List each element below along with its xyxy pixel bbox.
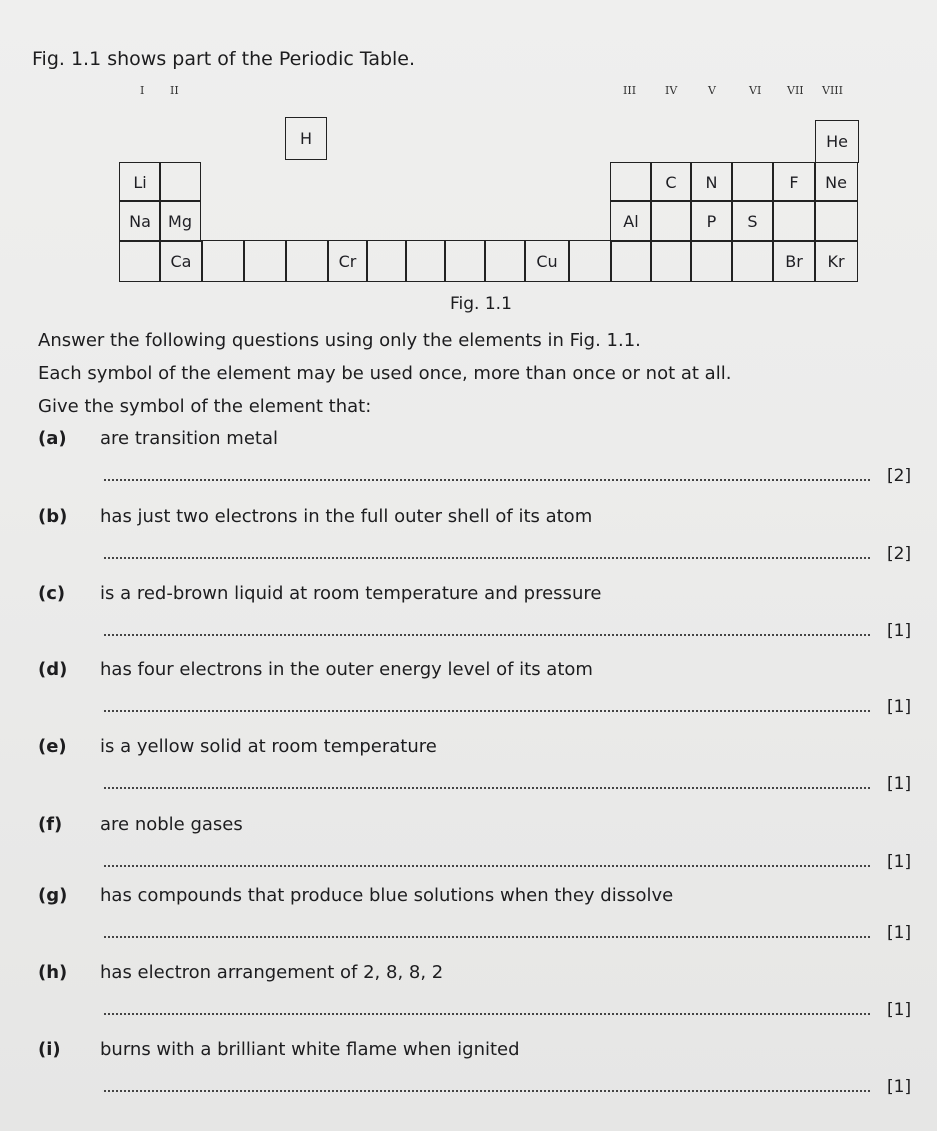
element-symbol: He [826, 132, 848, 151]
element-symbol: Li [133, 172, 147, 192]
element-cell-empty [243, 240, 287, 282]
question-text: are transition metal [100, 428, 279, 449]
intro-text: Fig. 1.1 shows part of the Periodic Table. [32, 48, 416, 70]
question-h [38, 962, 918, 1040]
marks-label: [1] [887, 621, 912, 641]
question-a [38, 428, 918, 506]
question-label: (e) [38, 736, 67, 757]
element-cell-empty [159, 162, 201, 202]
question-label: (i) [38, 1039, 61, 1060]
element-cell-empty [366, 240, 407, 282]
element-cell-empty [568, 240, 612, 282]
group-label-7: VII [787, 84, 804, 97]
element-symbol: Br [785, 251, 803, 271]
element-cell-f [772, 162, 816, 202]
element-cell-br [772, 240, 816, 282]
group-label-2: II [170, 84, 179, 97]
marks-label: [2] [887, 466, 912, 486]
answer-line[interactable] [104, 1013, 870, 1015]
element-symbol: Cr [338, 251, 357, 271]
question-label: (g) [38, 885, 68, 906]
element-cell-empty [650, 200, 692, 242]
question-label: (f) [38, 814, 63, 835]
question-label: (h) [38, 962, 68, 983]
element-cell-empty [610, 162, 652, 202]
element-cell-empty [610, 240, 652, 282]
periodic-table [0, 0, 937, 300]
question-label: (a) [38, 428, 67, 449]
element-cell-empty [772, 200, 816, 242]
element-cell-he [815, 120, 859, 163]
element-cell-empty [690, 240, 733, 282]
question-g [38, 885, 918, 963]
element-symbol: Ca [170, 251, 192, 271]
marks-label: [1] [887, 697, 912, 717]
element-symbol: Na [129, 211, 151, 231]
element-symbol: F [789, 172, 799, 192]
element-cell-c [650, 162, 692, 202]
marks-label: [1] [887, 1000, 912, 1020]
question-text: is a yellow solid at room temperature [100, 736, 437, 757]
question-text: burns with a brilliant white flame when ignited [100, 1039, 520, 1060]
question-c [38, 583, 918, 661]
instruction-1: Answer the following questions using only the elements in Fig. 1.1. [38, 330, 641, 351]
element-cell-empty [731, 240, 774, 282]
element-symbol: H [299, 129, 313, 148]
question-b [38, 506, 918, 584]
question-d [38, 659, 918, 737]
question-text: has compounds that produce blue solutions when they dissolve [100, 885, 674, 906]
element-symbol: Mg [168, 211, 192, 231]
question-text: has just two electrons in the full outer shell of its atom [100, 506, 593, 527]
answer-line[interactable] [104, 557, 870, 559]
element-cell-empty [201, 240, 245, 282]
element-cell-empty [119, 240, 161, 282]
element-cell-empty [285, 240, 329, 282]
element-cell-empty [650, 240, 692, 282]
element-cell-empty [731, 162, 774, 202]
question-e [38, 736, 918, 814]
element-cell-s [731, 200, 774, 242]
question-i [38, 1039, 918, 1117]
element-cell-ca [159, 240, 203, 282]
element-cell-p [690, 200, 733, 242]
element-cell-h [285, 117, 327, 160]
element-symbol: Cu [536, 251, 558, 271]
group-label-4: IV [665, 84, 678, 97]
element-symbol: Ne [825, 172, 847, 192]
answer-line[interactable] [104, 479, 870, 481]
element-cell-cu [524, 240, 570, 282]
answer-line[interactable] [104, 634, 870, 636]
element-cell-kr [814, 240, 858, 282]
question-label: (b) [38, 506, 68, 527]
answer-line[interactable] [104, 865, 870, 867]
marks-label: [1] [887, 923, 912, 943]
element-cell-empty [405, 240, 446, 282]
group-label-5: V [708, 84, 716, 97]
marks-label: [1] [887, 852, 912, 872]
element-cell-na [119, 200, 161, 242]
element-cell-empty [814, 200, 858, 242]
question-text: has electron arrangement of 2, 8, 8, 2 [100, 962, 444, 983]
element-cell-al [610, 200, 652, 242]
element-cell-empty [444, 240, 486, 282]
element-symbol: Al [623, 211, 639, 231]
group-label-6: VI [749, 84, 762, 97]
group-label-8: VIII [822, 84, 843, 97]
element-cell-li [119, 162, 161, 202]
element-symbol: N [705, 172, 718, 192]
answer-line[interactable] [104, 1090, 870, 1092]
question-f [38, 814, 918, 892]
answer-line[interactable] [104, 936, 870, 938]
element-cell-cr [327, 240, 368, 282]
element-cell-ne [814, 162, 858, 202]
question-label: (d) [38, 659, 68, 680]
question-text: has four electrons in the outer energy level of its atom [100, 659, 593, 680]
element-cell-empty [484, 240, 526, 282]
instruction-3: Give the symbol of the element that: [38, 396, 372, 417]
instruction-2: Each symbol of the element may be used once, more than once or not at all. [38, 363, 732, 384]
marks-label: [2] [887, 544, 912, 564]
marks-label: [1] [887, 1077, 912, 1097]
answer-line[interactable] [104, 710, 870, 712]
figure-caption: Fig. 1.1 [450, 294, 512, 314]
group-label-3: III [623, 84, 637, 97]
answer-line[interactable] [104, 787, 870, 789]
marks-label: [1] [887, 774, 912, 794]
question-label: (c) [38, 583, 66, 604]
element-symbol: C [665, 172, 677, 192]
question-text: is a red-brown liquid at room temperature and pressure [100, 583, 602, 604]
element-cell-mg [159, 200, 201, 242]
element-symbol: P [706, 211, 717, 231]
group-label-1: I [140, 84, 145, 97]
question-text: are noble gases [100, 814, 243, 835]
element-symbol: Kr [827, 251, 845, 271]
element-symbol: S [747, 211, 758, 231]
element-cell-n [690, 162, 733, 202]
